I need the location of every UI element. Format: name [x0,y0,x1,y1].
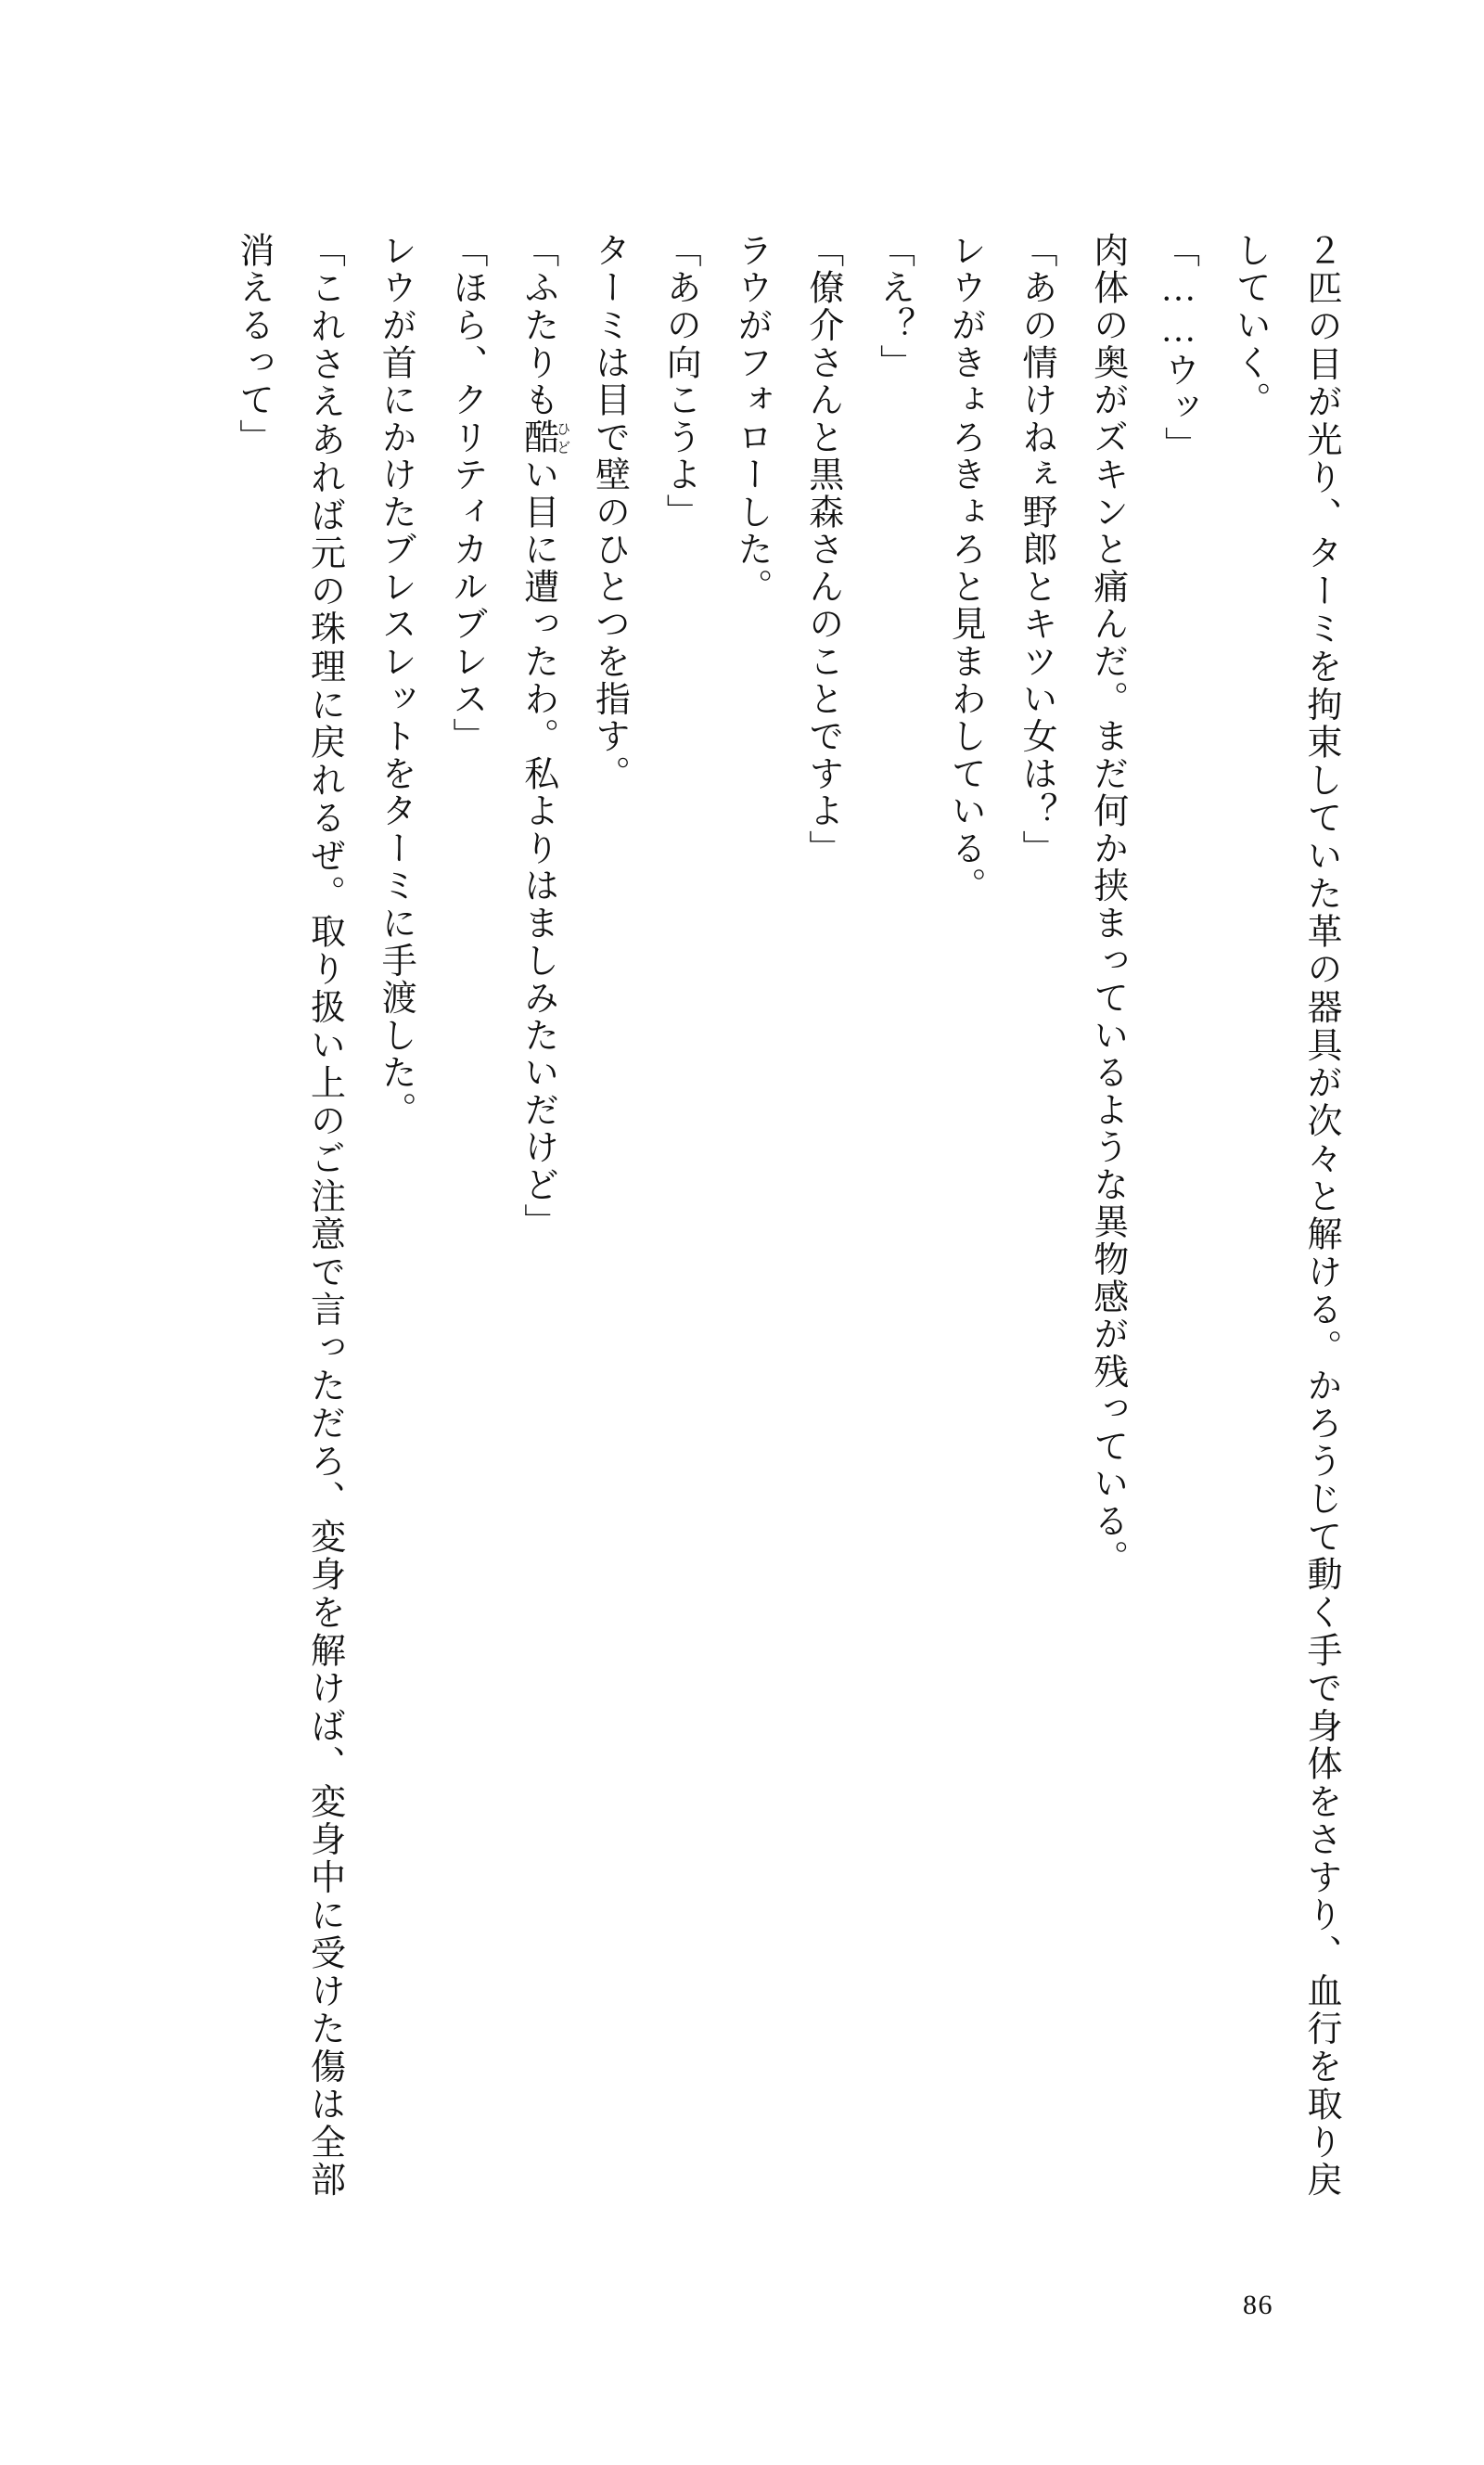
paragraph: ２匹の目が光り、ターミを拘束していた革の器具が次々と解ける。かろうじて動く手で身体をさすり、血行を取り戻していく。 [1230,232,1340,2199]
paragraph: 「……ウッ」 [1158,232,1198,464]
paragraph: 「え？」 [874,232,914,382]
paragraph: 「ほら、クリティカルブレス」 [447,232,486,755]
paragraph: 「あの情けねぇ野郎とキツい女は？」 [1017,232,1055,867]
paragraph: 「これさえあれば元の珠理に戻れるぜ。取り扱い上のご注意で言っただろ、変身を解けば、変身中に受けた傷は全部消えるって」 [233,232,344,2199]
vertical-text-body [122,232,1356,2199]
paragraph: レウがきょろきょろと見まわしている。 [945,232,985,905]
paragraph: ターミは目で壁のひとつを指す。 [589,232,629,793]
paragraph: 肉体の奥がズキンと痛んだ。まだ何か挟まっているような異物感が残っている。 [1087,232,1127,1578]
paragraph: レウが首にかけたブレスレットをターミに手渡した。 [376,232,416,1129]
paragraph: ラウがフォローした。 [732,232,771,606]
page-number: 86 [1243,2290,1273,2320]
paragraph: 「あの向こうよ」 [660,232,700,532]
paragraph-with-ruby: 「ふたりも酷ひどい目に遭ったわ。私よりはましみたいだけど」 [518,232,571,1241]
paragraph: 「僚介さんと黒森さんのことですよ」 [802,232,842,867]
